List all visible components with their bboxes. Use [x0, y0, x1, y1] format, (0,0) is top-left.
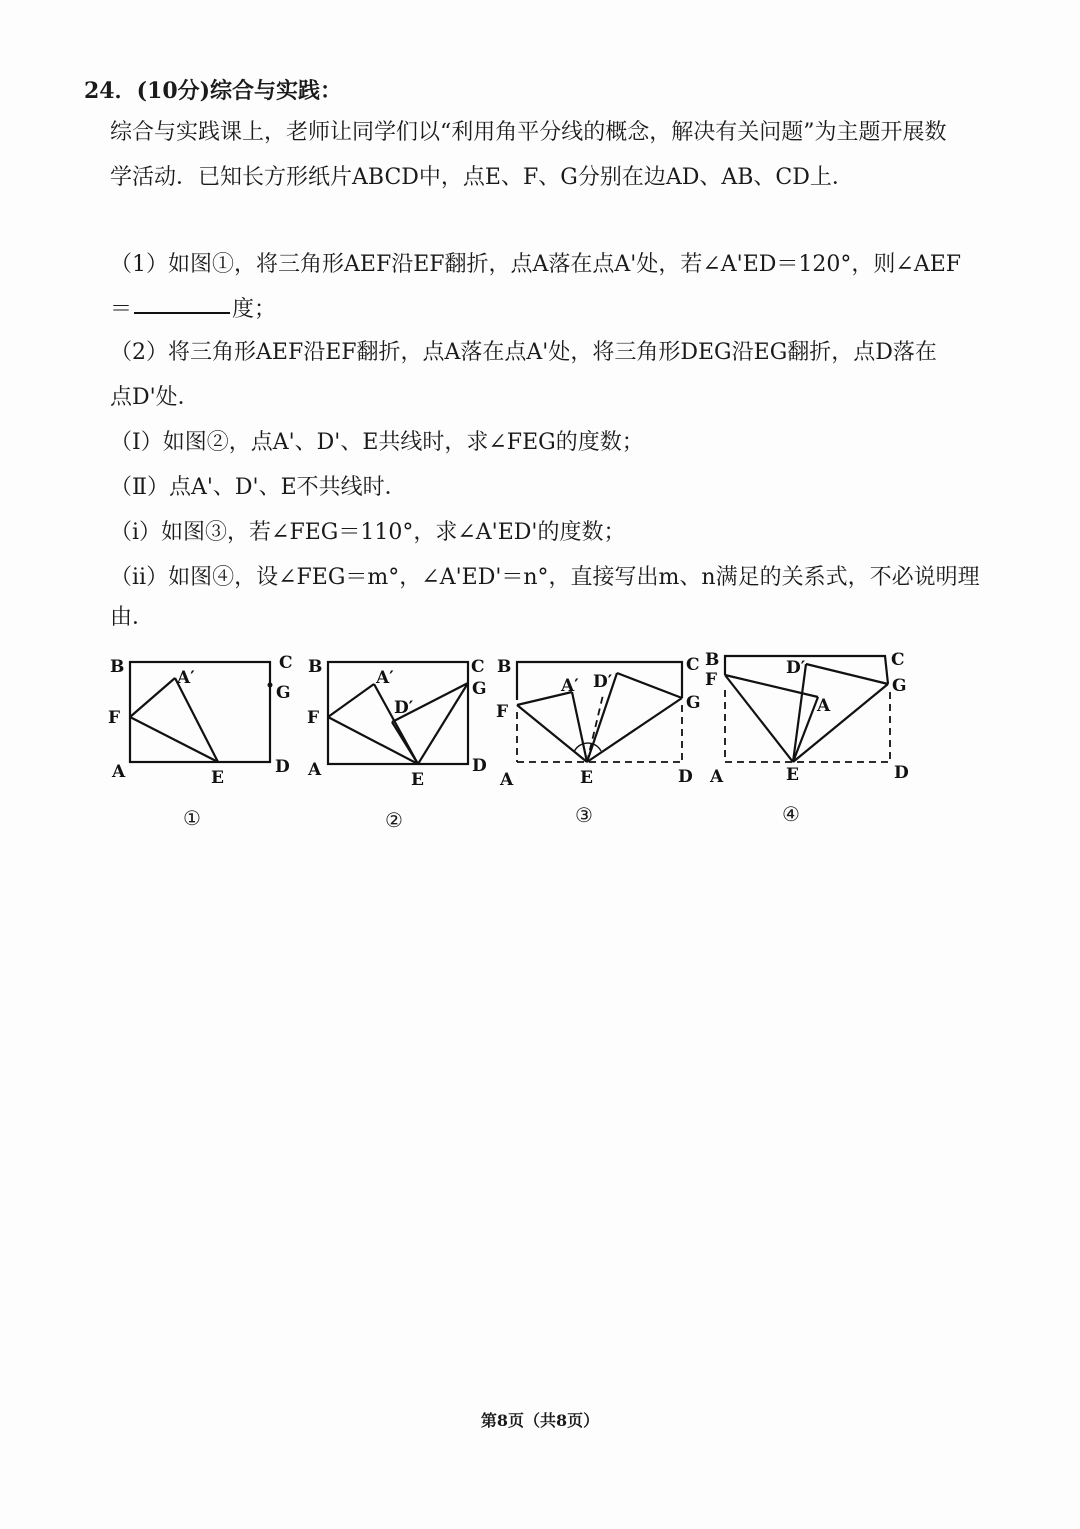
- fig2-label-D: D: [472, 756, 487, 776]
- fig4-label-E: E: [786, 765, 799, 785]
- part2-line-1: （2）将三角形AEF沿EF翻折，点A落在点A'处，将三角形DEG沿EG翻折，点D落在: [110, 340, 937, 365]
- fig4-label-G: G: [892, 676, 907, 696]
- fig4-label-C: C: [891, 650, 905, 670]
- part2-ii: （Ⅱ）点A'、D'、E不共线时．: [110, 475, 407, 500]
- fig1-number: ①: [183, 806, 201, 830]
- fig2-label-A: A: [308, 760, 322, 780]
- fig1-label-C: C: [279, 653, 293, 673]
- part2-ii-2-line-1: （ⅱ）如图④，设∠FEG＝m°，∠A'ED'＝n°，直接写出m、n满足的关系式，不必说明理: [110, 565, 980, 590]
- fig2-label-E: E: [411, 770, 424, 790]
- fig1-label-A1: A′: [177, 668, 195, 688]
- fig3-label-D: D: [678, 767, 693, 787]
- fig4-label-F: F: [705, 670, 718, 690]
- fig3-label-G: G: [686, 693, 701, 713]
- fig2-label-B: B: [308, 657, 323, 677]
- fig3-label-E: E: [580, 768, 593, 788]
- fig2-label-A1: A′: [376, 668, 394, 688]
- fig4-label-D: D: [894, 763, 909, 783]
- fig3-label-D1: D′: [593, 672, 613, 692]
- fig1-label-A: A: [112, 762, 126, 782]
- fig3-number: ③: [575, 803, 593, 827]
- part1-unit: 度；: [232, 297, 277, 322]
- fig4-label-A-img: A: [817, 696, 831, 716]
- fig4-label-A: A: [710, 767, 724, 787]
- fig4-label-D1: D′: [786, 658, 806, 678]
- fig4-number: ④: [782, 802, 800, 826]
- part2-i: （Ⅰ）如图②，点A'、D'、E共线时，求∠FEG的度数；: [110, 430, 644, 455]
- fig2-label-D1: D′: [394, 698, 414, 718]
- fig3-label-A1: A′: [561, 676, 579, 696]
- intro-line-1: 综合与实践课上，老师让同学们以“利用角平分线的概念，解决有关问题”为主题开展数: [110, 120, 947, 145]
- fig4-label-B: B: [705, 650, 720, 670]
- page-footer: 第8页（共8页）: [480, 1411, 600, 1430]
- fig1-label-F: F: [108, 708, 121, 728]
- fig2-label-G: G: [472, 679, 487, 699]
- fig2-number: ②: [385, 808, 403, 832]
- fig2-label-C: C: [471, 657, 485, 677]
- fig2-label-F: F: [307, 708, 320, 728]
- fig1-label-D: D: [275, 757, 290, 777]
- part1-line-1: （1）如图①，将三角形AEF沿EF翻折，点A落在点A'处，若∠A'ED＝120°，则∠AEF: [110, 252, 962, 277]
- part2-ii-2-line-2: 由．: [110, 605, 155, 630]
- part2-line-2: 点D'处．: [110, 385, 200, 410]
- intro-line-2: 学活动．已知长方形纸片ABCD中，点E、F、G分别在边AD、AB、CD上．: [110, 165, 854, 190]
- fig1-label-B: B: [110, 657, 125, 677]
- fig3-label-B: B: [497, 657, 512, 677]
- part1-equals: ＝: [110, 297, 133, 322]
- fig3-label-A: A: [500, 770, 514, 790]
- fig3-label-F: F: [496, 702, 509, 722]
- fig1-label-G: G: [276, 683, 291, 703]
- question-header: 24．(10分)综合与实践：: [84, 78, 343, 104]
- part2-ii-1: （ⅰ）如图③，若∠FEG＝110°，求∠A'ED'的度数；: [110, 520, 626, 545]
- fig1-label-E: E: [211, 768, 224, 788]
- fig3-label-C: C: [686, 655, 700, 675]
